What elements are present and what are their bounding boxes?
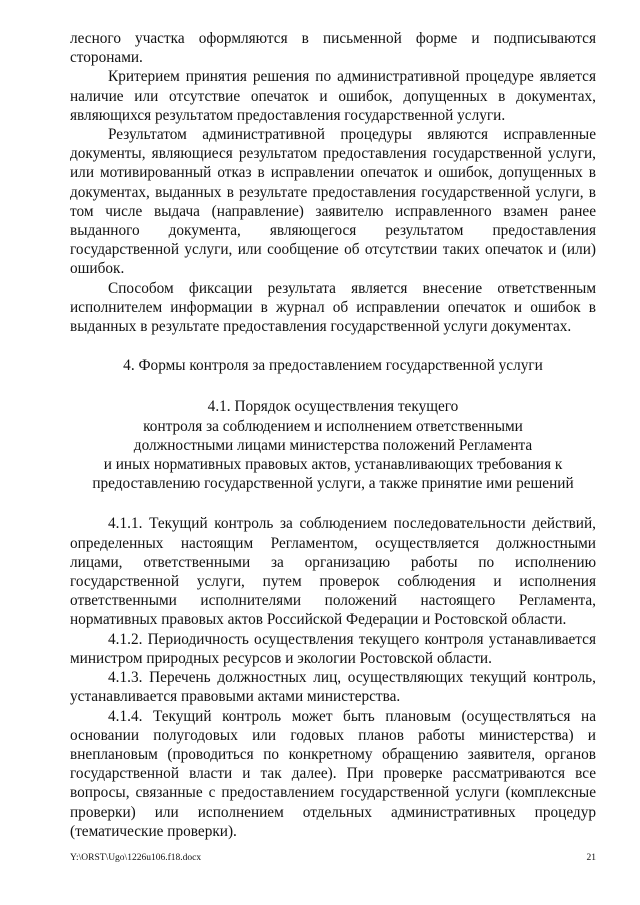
footer-file-path: Y:\ORST\Ugo\1226u106.f18.docx [70, 853, 202, 863]
subsection-heading-line: контроля за соблюдением и исполнением ответственными [143, 417, 523, 435]
paragraph-result: Результатом административной процедуры являются исправленные документы, являющиеся результатом предоставления государственной услуги, или мотивированный отказ в исправлении опечаток и ошибок, допущенных в документах, выданных в результате предоставления государственной услуги, в том числе выдача (направление) заявителю исправленного взамен ранее выданного документа, являющегося результатом предоставления государственной услуги, или сообщение об отсутствии таких опечаток и (или) ошибок. [70, 126, 596, 278]
section-heading: 4. Формы контроля за предоставлением государственной услуги [123, 357, 543, 375]
paragraph-4-1-2: 4.1.2. Периодичность осуществления текущего контроля устанавливается министром природных ресурсов и экологии Ростовской области. [70, 630, 596, 667]
subsection-heading-line: должностными лицами министерства положений Регламента [133, 436, 533, 454]
subsection-heading-line: и иных нормативных правовых актов, устанавливающих требования к [103, 456, 563, 474]
paragraph-fixation: Способом фиксации результата является внесение ответственным исполнителем информации в журнал об исправлении опечаток и ошибок в выданных в результате предоставления государственной услуги документах. [70, 279, 596, 336]
paragraph-continuation: лесного участка оформляются в письменной форме и подписываются сторонами. [70, 30, 596, 67]
paragraph-4-1-1: 4.1.1. Текущий контроль за соблюдением последовательности действий, определенных настоящим Регламентом, осуществляется должностными лицами, ответственными за организацию работы по исполнению государственной услуги, путем проверок соблюдения и исполнения ответственными исполнителями положений настоящего Регламента, нормативных правовых актов Российской Федерации и Ростовской области. [70, 515, 596, 629]
footer-page-number: 21 [586, 853, 596, 863]
subsection-heading [70, 397, 596, 493]
subsection-heading-line: 4.1. Порядок осуществления текущего [207, 398, 459, 416]
subsection-heading-line: предоставлению государственной услуги, а также принятие ими решений [92, 475, 574, 493]
document-body [70, 29, 596, 841]
paragraph-4-1-3: 4.1.3. Перечень должностных лиц, осуществляющих текущий контроль, устанавливается правовыми актами министерства. [70, 669, 596, 706]
paragraph-criterion: Критерием принятия решения по административной процедуре является наличие или отсутствие опечаток и ошибок, допущенных в документах, являющихся результатом предоставления государственной услуги. [70, 68, 596, 124]
paragraph-4-1-4: 4.1.4. Текущий контроль может быть плановым (осуществляться на основании полугодовых или годовых планов работы министерства) и внеплановым (проводиться по конкретному обращению заявителя, органов государственной власти и так далее). При проверке рассматриваются все вопросы, связанные с предоставлением государственной услуги (комплексные проверки) или исполнением отдельных административных процедур (тематические проверки). [70, 707, 596, 840]
